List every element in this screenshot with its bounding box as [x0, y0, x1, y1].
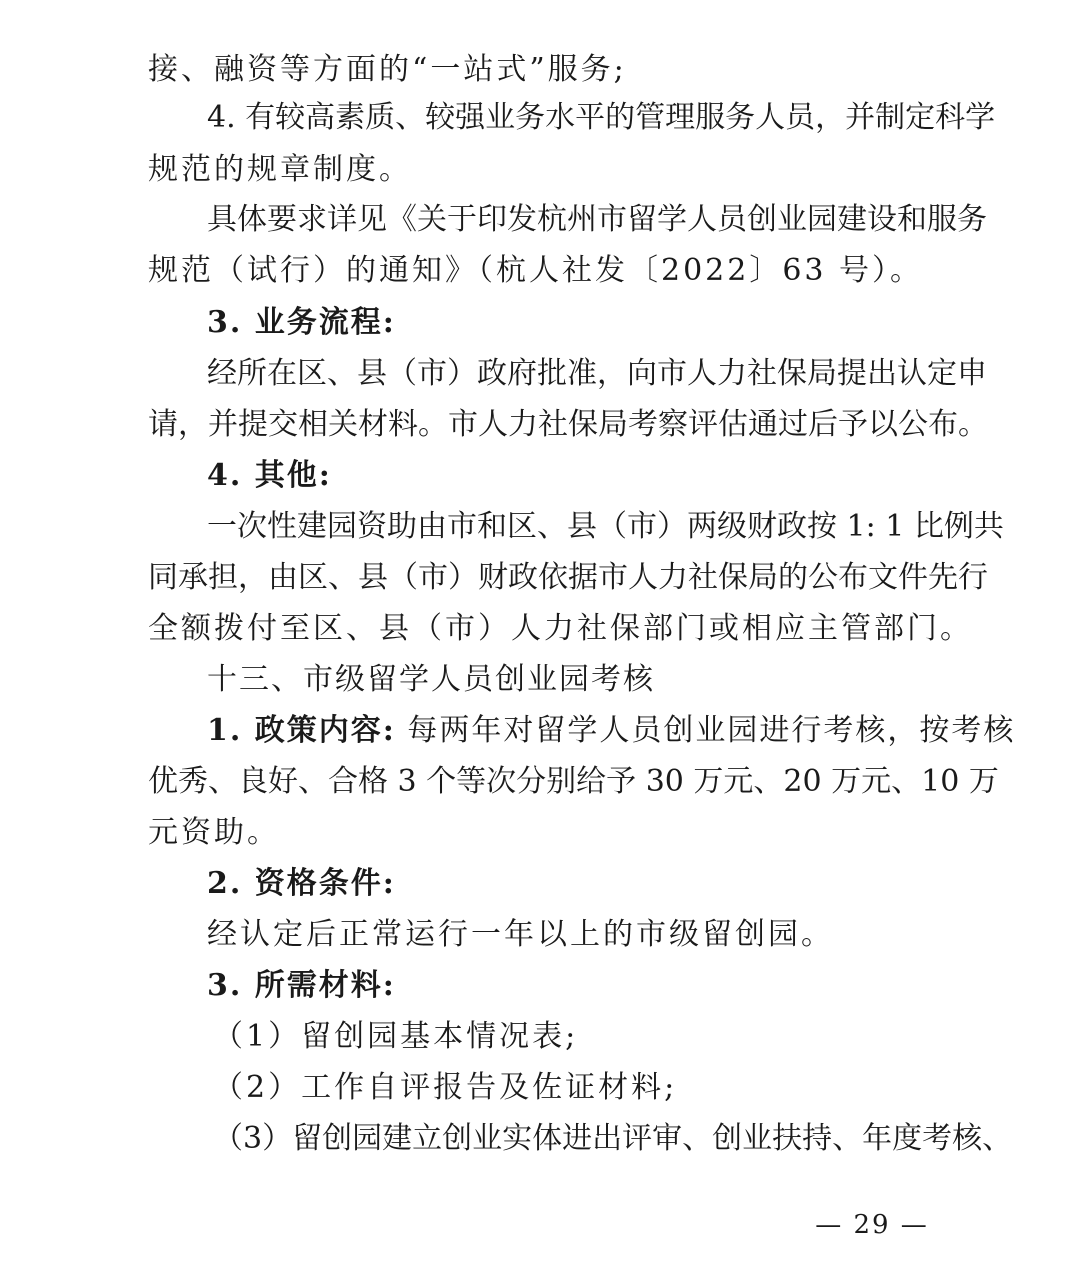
- text-line: 全额拨付至区、县（市）人力社保部门或相应主管部门。: [148, 611, 973, 646]
- text-line: 规范的规章制度。: [148, 152, 412, 187]
- text-line: 元资助。: [148, 815, 280, 850]
- list-item: （3）留创园建立创业实体进出评审、创业扶持、年度考核、: [213, 1121, 1013, 1156]
- policy-content-label: 1. 政策内容:: [207, 713, 396, 748]
- text-line: 接、融资等方面的“一站式”服务;: [148, 52, 627, 87]
- section-heading: 4. 其他:: [207, 458, 332, 493]
- list-item: （2）工作自评报告及佐证材料;: [213, 1070, 678, 1105]
- section-heading: 2. 资格条件:: [207, 866, 396, 901]
- section-heading: 3. 业务流程:: [207, 305, 396, 340]
- text-line: 经认定后正常运行一年以上的市级留创园。: [207, 917, 834, 952]
- text-line: 具体要求详见《关于印发杭州市留学人员创业园建设和服务: [207, 202, 987, 237]
- text-line: 经所在区、县（市）政府批准，向市人力社保局提出认定申: [207, 356, 987, 391]
- text-line: 同承担，由区、县（市）财政依据市人力社保局的公布文件先行: [148, 560, 988, 595]
- policy-content-line: [207, 709, 1016, 753]
- section-heading: 3. 所需材料:: [207, 968, 396, 1003]
- policy-content-text: 每两年对留学人员创业园进行考核，按考核: [407, 713, 1016, 748]
- text-line: 规范（试行）的通知》（杭人社发〔2022〕63 号）。: [148, 253, 924, 288]
- list-item: （1）留创园基本情况表;: [213, 1019, 579, 1054]
- text-line: 请，并提交相关材料。市人力社保局考察评估通过后予以公布。: [148, 407, 988, 442]
- text-line: 优秀、良好、合格 3 个等次分别给予 30 万元、20 万元、10 万: [148, 764, 999, 799]
- page-number: — 29 —: [815, 1210, 929, 1240]
- text-line: 4. 有较高素质、较强业务水平的管理服务人员，并制定科学: [207, 100, 996, 135]
- chapter-heading: 十三、市级留学人员创业园考核: [207, 662, 655, 697]
- text-line: 一次性建园资助由市和区、县（市）两级财政按 1: 1 比例共: [207, 509, 1004, 544]
